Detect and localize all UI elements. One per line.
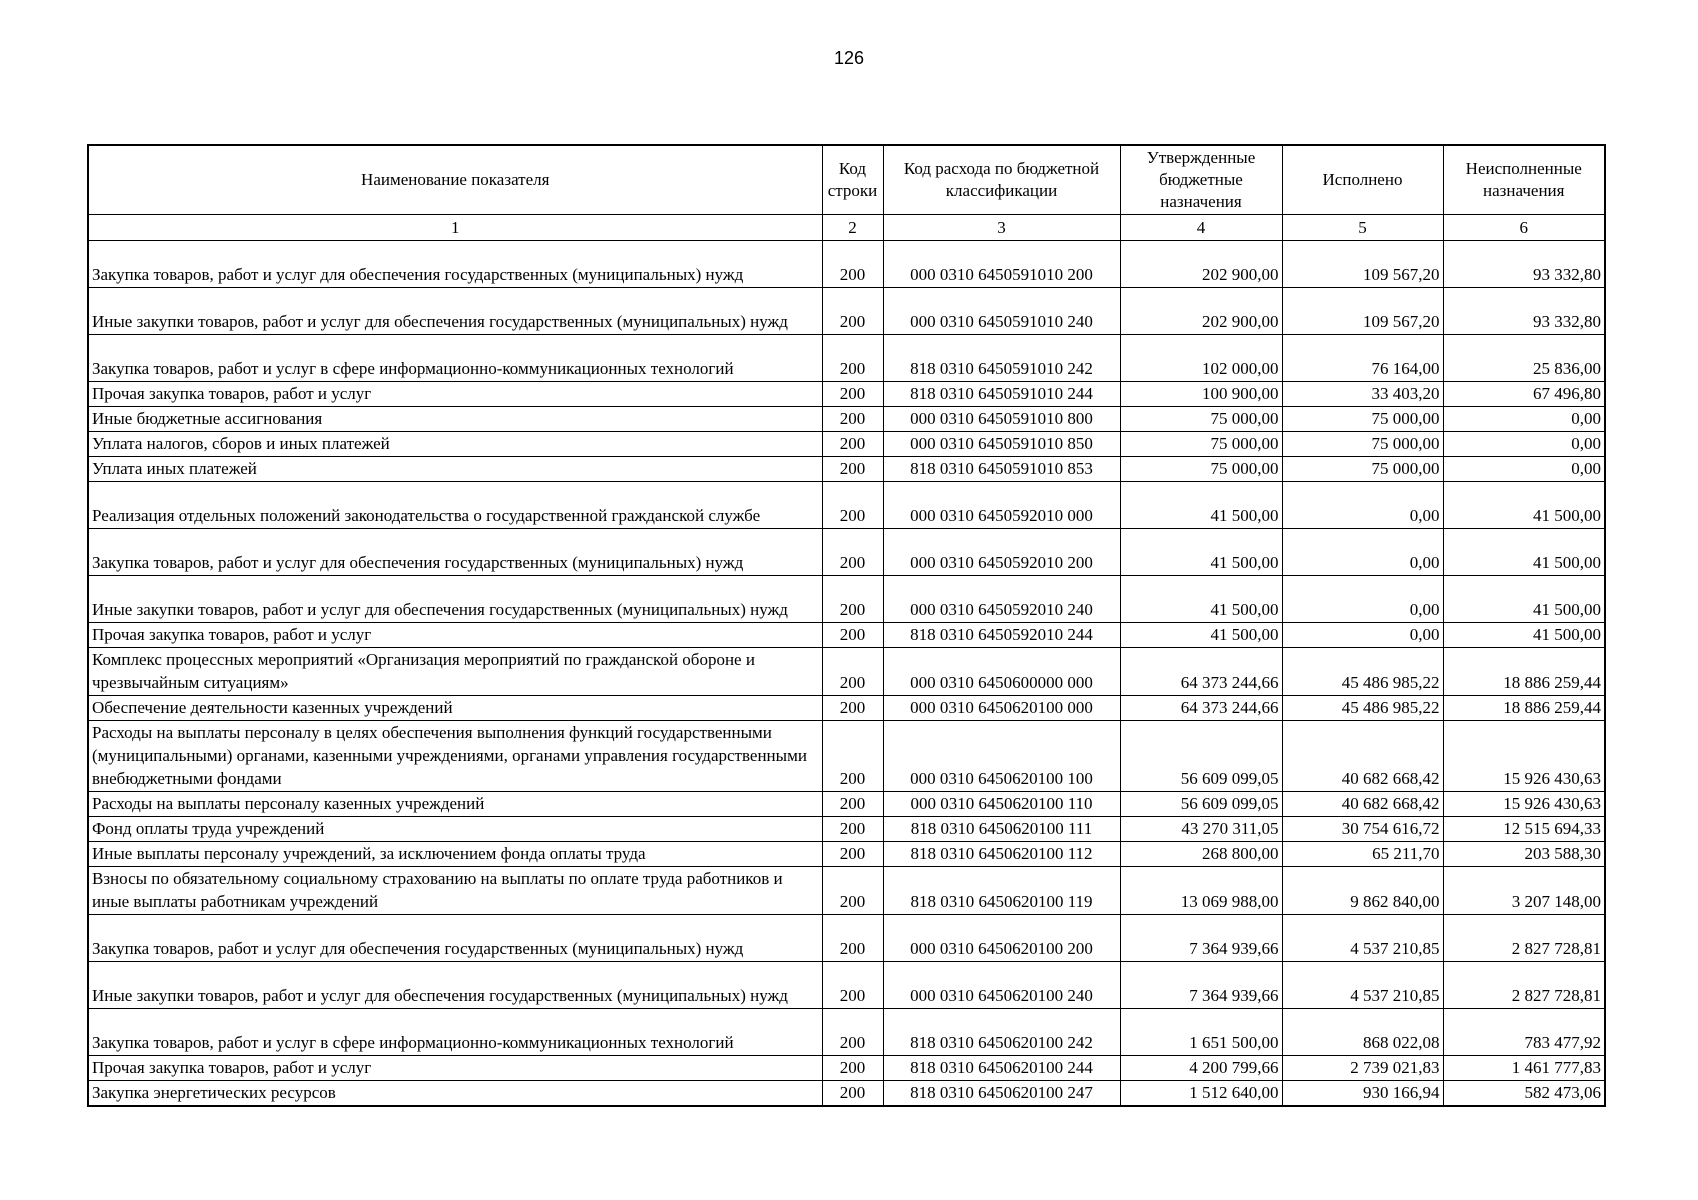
column-number: 3 xyxy=(883,215,1120,241)
row-approved-cell: 7 364 939,66 xyxy=(1120,962,1282,1009)
table-row xyxy=(88,915,1605,962)
row-executed-cell: 0,00 xyxy=(1282,576,1443,623)
row-classification-code-cell: 818 0310 6450591010 242 xyxy=(883,335,1120,382)
row-classification-code-cell: 000 0310 6450620100 110 xyxy=(883,792,1120,817)
column-number: 6 xyxy=(1443,215,1605,241)
table-row xyxy=(88,867,1605,915)
row-unexecuted-cell: 41 500,00 xyxy=(1443,529,1605,576)
row-executed-cell: 109 567,20 xyxy=(1282,288,1443,335)
row-executed-cell: 33 403,20 xyxy=(1282,382,1443,407)
table-row xyxy=(88,457,1605,482)
row-name-cell: Прочая закупка товаров, работ и услуг xyxy=(88,1056,822,1081)
row-line-code-cell: 200 xyxy=(822,529,883,576)
row-line-code-cell: 200 xyxy=(822,962,883,1009)
row-classification-code-cell: 000 0310 6450592010 000 xyxy=(883,482,1120,529)
table-row xyxy=(88,482,1605,529)
row-unexecuted-cell: 783 477,92 xyxy=(1443,1009,1605,1056)
row-approved-cell: 4 200 799,66 xyxy=(1120,1056,1282,1081)
row-executed-cell: 75 000,00 xyxy=(1282,432,1443,457)
table-row xyxy=(88,721,1605,792)
row-classification-code-cell: 000 0310 6450592010 200 xyxy=(883,529,1120,576)
table-row xyxy=(88,648,1605,696)
row-approved-cell: 1 651 500,00 xyxy=(1120,1009,1282,1056)
row-executed-cell: 0,00 xyxy=(1282,482,1443,529)
row-unexecuted-cell: 0,00 xyxy=(1443,432,1605,457)
row-executed-cell: 0,00 xyxy=(1282,529,1443,576)
table-row xyxy=(88,529,1605,576)
row-line-code-cell: 200 xyxy=(822,407,883,432)
row-name-cell: Закупка товаров, работ и услуг для обеспечения государственных (муниципальных) нужд xyxy=(88,241,822,288)
row-classification-code-cell: 000 0310 6450591010 240 xyxy=(883,288,1120,335)
header-executed: Исполнено xyxy=(1282,145,1443,215)
row-name-cell: Уплата иных платежей xyxy=(88,457,822,482)
header-line-code: Код строки xyxy=(822,145,883,215)
row-approved-cell: 56 609 099,05 xyxy=(1120,721,1282,792)
row-name-cell: Расходы на выплаты персоналу в целях обеспечения выполнения функций государственными (муниципальными) органами, казенными учреждениями, органами управления государственными внебюджетными фондами xyxy=(88,721,822,792)
table-row xyxy=(88,792,1605,817)
row-approved-cell: 102 000,00 xyxy=(1120,335,1282,382)
table-row xyxy=(88,696,1605,721)
row-line-code-cell: 200 xyxy=(822,576,883,623)
row-approved-cell: 268 800,00 xyxy=(1120,842,1282,867)
row-name-cell: Фонд оплаты труда учреждений xyxy=(88,817,822,842)
row-unexecuted-cell: 203 588,30 xyxy=(1443,842,1605,867)
row-name-cell: Иные выплаты персоналу учреждений, за исключением фонда оплаты труда xyxy=(88,842,822,867)
row-classification-code-cell: 000 0310 6450591010 850 xyxy=(883,432,1120,457)
row-executed-cell: 9 862 840,00 xyxy=(1282,867,1443,915)
table-row xyxy=(88,241,1605,288)
row-executed-cell: 4 537 210,85 xyxy=(1282,962,1443,1009)
row-name-cell: Уплата налогов, сборов и иных платежей xyxy=(88,432,822,457)
budget-execution-table xyxy=(87,144,1606,1107)
row-line-code-cell: 200 xyxy=(822,696,883,721)
row-line-code-cell: 200 xyxy=(822,335,883,382)
row-approved-cell: 41 500,00 xyxy=(1120,623,1282,648)
row-classification-code-cell: 818 0310 6450620100 242 xyxy=(883,1009,1120,1056)
row-classification-code-cell: 000 0310 6450620100 200 xyxy=(883,915,1120,962)
row-executed-cell: 45 486 985,22 xyxy=(1282,696,1443,721)
row-name-cell: Прочая закупка товаров, работ и услуг xyxy=(88,623,822,648)
row-executed-cell: 4 537 210,85 xyxy=(1282,915,1443,962)
row-unexecuted-cell: 3 207 148,00 xyxy=(1443,867,1605,915)
table-header xyxy=(88,145,1605,215)
row-approved-cell: 75 000,00 xyxy=(1120,457,1282,482)
row-executed-cell: 930 166,94 xyxy=(1282,1081,1443,1107)
row-line-code-cell: 200 xyxy=(822,1009,883,1056)
row-executed-cell: 45 486 985,22 xyxy=(1282,648,1443,696)
row-unexecuted-cell: 2 827 728,81 xyxy=(1443,962,1605,1009)
table-row xyxy=(88,1009,1605,1056)
row-name-cell: Закупка товаров, работ и услуг для обеспечения государственных (муниципальных) нужд xyxy=(88,915,822,962)
row-line-code-cell: 200 xyxy=(822,867,883,915)
table-row xyxy=(88,1056,1605,1081)
row-unexecuted-cell: 41 500,00 xyxy=(1443,623,1605,648)
row-unexecuted-cell: 18 886 259,44 xyxy=(1443,648,1605,696)
header-budget-classification-code: Код расхода по бюджетной классификации xyxy=(883,145,1120,215)
row-line-code-cell: 200 xyxy=(822,457,883,482)
row-name-cell: Прочая закупка товаров, работ и услуг xyxy=(88,382,822,407)
row-approved-cell: 43 270 311,05 xyxy=(1120,817,1282,842)
table-row xyxy=(88,335,1605,382)
row-name-cell: Реализация отдельных положений законодательства о государственной гражданской службе xyxy=(88,482,822,529)
row-name-cell: Иные закупки товаров, работ и услуг для обеспечения государственных (муниципальных) нужд xyxy=(88,288,822,335)
row-unexecuted-cell: 1 461 777,83 xyxy=(1443,1056,1605,1081)
row-executed-cell: 75 000,00 xyxy=(1282,457,1443,482)
row-executed-cell: 65 211,70 xyxy=(1282,842,1443,867)
column-number: 1 xyxy=(88,215,822,241)
row-approved-cell: 56 609 099,05 xyxy=(1120,792,1282,817)
row-unexecuted-cell: 41 500,00 xyxy=(1443,482,1605,529)
row-classification-code-cell: 818 0310 6450620100 244 xyxy=(883,1056,1120,1081)
row-approved-cell: 1 512 640,00 xyxy=(1120,1081,1282,1107)
row-name-cell: Закупка товаров, работ и услуг в сфере информационно-коммуникационных технологий xyxy=(88,335,822,382)
header-unexecuted: Неисполненные назначения xyxy=(1443,145,1605,215)
table-body xyxy=(88,215,1605,1107)
row-classification-code-cell: 818 0310 6450591010 244 xyxy=(883,382,1120,407)
row-executed-cell: 2 739 021,83 xyxy=(1282,1056,1443,1081)
row-approved-cell: 41 500,00 xyxy=(1120,482,1282,529)
table-row xyxy=(88,382,1605,407)
row-approved-cell: 41 500,00 xyxy=(1120,529,1282,576)
row-classification-code-cell: 000 0310 6450600000 000 xyxy=(883,648,1120,696)
table-row xyxy=(88,432,1605,457)
row-classification-code-cell: 000 0310 6450620100 240 xyxy=(883,962,1120,1009)
table-row xyxy=(88,407,1605,432)
row-line-code-cell: 200 xyxy=(822,817,883,842)
column-number: 5 xyxy=(1282,215,1443,241)
row-line-code-cell: 200 xyxy=(822,842,883,867)
page-number: 126 xyxy=(833,48,865,68)
row-executed-cell: 40 682 668,42 xyxy=(1282,792,1443,817)
row-classification-code-cell: 818 0310 6450620100 247 xyxy=(883,1081,1120,1107)
row-line-code-cell: 200 xyxy=(822,1056,883,1081)
row-unexecuted-cell: 18 886 259,44 xyxy=(1443,696,1605,721)
row-unexecuted-cell: 12 515 694,33 xyxy=(1443,817,1605,842)
row-executed-cell: 75 000,00 xyxy=(1282,407,1443,432)
row-name-cell: Обеспечение деятельности казенных учреждений xyxy=(88,696,822,721)
row-line-code-cell: 200 xyxy=(822,623,883,648)
table-row xyxy=(88,962,1605,1009)
row-line-code-cell: 200 xyxy=(822,241,883,288)
row-classification-code-cell: 000 0310 6450592010 240 xyxy=(883,576,1120,623)
row-unexecuted-cell: 2 827 728,81 xyxy=(1443,915,1605,962)
row-executed-cell: 40 682 668,42 xyxy=(1282,721,1443,792)
row-executed-cell: 109 567,20 xyxy=(1282,241,1443,288)
row-line-code-cell: 200 xyxy=(822,915,883,962)
row-name-cell: Иные бюджетные ассигнования xyxy=(88,407,822,432)
table-row xyxy=(88,817,1605,842)
row-executed-cell: 30 754 616,72 xyxy=(1282,817,1443,842)
row-name-cell: Закупка товаров, работ и услуг для обеспечения государственных (муниципальных) нужд xyxy=(88,529,822,576)
row-line-code-cell: 200 xyxy=(822,792,883,817)
row-unexecuted-cell: 93 332,80 xyxy=(1443,241,1605,288)
table-row xyxy=(88,1081,1605,1107)
table-row xyxy=(88,576,1605,623)
row-unexecuted-cell: 67 496,80 xyxy=(1443,382,1605,407)
row-name-cell: Закупка товаров, работ и услуг в сфере информационно-коммуникационных технологий xyxy=(88,1009,822,1056)
row-name-cell: Взносы по обязательному социальному страхованию на выплаты по оплате труда работников и иные выплаты работникам учреждений xyxy=(88,867,822,915)
row-line-code-cell: 200 xyxy=(822,648,883,696)
table-row xyxy=(88,623,1605,648)
row-name-cell: Закупка энергетических ресурсов xyxy=(88,1081,822,1107)
row-line-code-cell: 200 xyxy=(822,382,883,407)
row-executed-cell: 0,00 xyxy=(1282,623,1443,648)
column-number: 4 xyxy=(1120,215,1282,241)
row-unexecuted-cell: 15 926 430,63 xyxy=(1443,721,1605,792)
row-classification-code-cell: 818 0310 6450592010 244 xyxy=(883,623,1120,648)
row-classification-code-cell: 000 0310 6450620100 000 xyxy=(883,696,1120,721)
row-approved-cell: 41 500,00 xyxy=(1120,576,1282,623)
row-unexecuted-cell: 15 926 430,63 xyxy=(1443,792,1605,817)
row-name-cell: Иные закупки товаров, работ и услуг для обеспечения государственных (муниципальных) нужд xyxy=(88,576,822,623)
table-row xyxy=(88,842,1605,867)
row-line-code-cell: 200 xyxy=(822,432,883,457)
row-line-code-cell: 200 xyxy=(822,1081,883,1107)
row-unexecuted-cell: 41 500,00 xyxy=(1443,576,1605,623)
row-line-code-cell: 200 xyxy=(822,721,883,792)
column-number: 2 xyxy=(822,215,883,241)
row-classification-code-cell: 000 0310 6450591010 800 xyxy=(883,407,1120,432)
row-classification-code-cell: 000 0310 6450591010 200 xyxy=(883,241,1120,288)
row-unexecuted-cell: 0,00 xyxy=(1443,407,1605,432)
row-unexecuted-cell: 25 836,00 xyxy=(1443,335,1605,382)
row-approved-cell: 64 373 244,66 xyxy=(1120,696,1282,721)
row-executed-cell: 868 022,08 xyxy=(1282,1009,1443,1056)
row-unexecuted-cell: 93 332,80 xyxy=(1443,288,1605,335)
row-classification-code-cell: 000 0310 6450620100 100 xyxy=(883,721,1120,792)
row-classification-code-cell: 818 0310 6450620100 111 xyxy=(883,817,1120,842)
row-name-cell: Иные закупки товаров, работ и услуг для обеспечения государственных (муниципальных) нужд xyxy=(88,962,822,1009)
header-indicator-name: Наименование показателя xyxy=(88,145,822,215)
row-approved-cell: 13 069 988,00 xyxy=(1120,867,1282,915)
row-name-cell: Комплекс процессных мероприятий «Организация мероприятий по гражданской обороне и чрезвычайным ситуациям» xyxy=(88,648,822,696)
row-classification-code-cell: 818 0310 6450620100 119 xyxy=(883,867,1120,915)
row-approved-cell: 7 364 939,66 xyxy=(1120,915,1282,962)
row-classification-code-cell: 818 0310 6450591010 853 xyxy=(883,457,1120,482)
row-approved-cell: 75 000,00 xyxy=(1120,432,1282,457)
row-unexecuted-cell: 582 473,06 xyxy=(1443,1081,1605,1107)
row-approved-cell: 64 373 244,66 xyxy=(1120,648,1282,696)
row-classification-code-cell: 818 0310 6450620100 112 xyxy=(883,842,1120,867)
row-unexecuted-cell: 0,00 xyxy=(1443,457,1605,482)
row-line-code-cell: 200 xyxy=(822,288,883,335)
row-executed-cell: 76 164,00 xyxy=(1282,335,1443,382)
row-approved-cell: 100 900,00 xyxy=(1120,382,1282,407)
row-line-code-cell: 200 xyxy=(822,482,883,529)
row-name-cell: Расходы на выплаты персоналу казенных учреждений xyxy=(88,792,822,817)
column-numbers-row xyxy=(88,215,1605,241)
row-approved-cell: 202 900,00 xyxy=(1120,288,1282,335)
row-approved-cell: 202 900,00 xyxy=(1120,241,1282,288)
table-row xyxy=(88,288,1605,335)
header-approved-budget: Утвержденные бюджетные назначения xyxy=(1120,145,1282,215)
row-approved-cell: 75 000,00 xyxy=(1120,407,1282,432)
